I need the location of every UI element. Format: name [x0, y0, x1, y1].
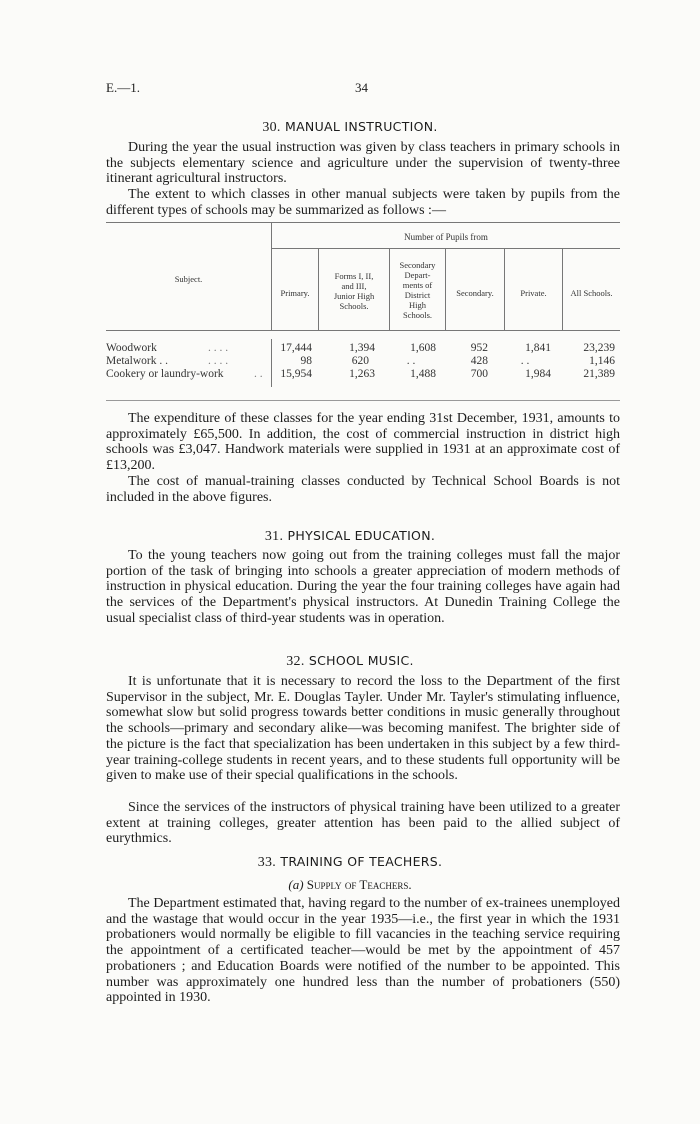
header-forms: Forms I, II, and III, Junior High Schools.	[333, 271, 375, 311]
table-row	[106, 342, 271, 354]
cell-forms: 1,394	[349, 342, 375, 354]
manual-subjects-table	[106, 222, 620, 402]
paragraph: Since the services of the instructors of physical training have been utilized to a greater extent at training colleges, greater attention has been paid to the allied subject of eurythmics.	[106, 800, 620, 847]
section-heading-music	[0, 653, 700, 670]
table-row	[106, 355, 271, 367]
leader-dots: . .	[254, 368, 263, 380]
header-secondary: Secondary.	[456, 288, 494, 298]
section-title: MANUAL INSTRUCTION.	[285, 119, 438, 134]
row-subject: Cookery or laundry-work	[106, 368, 224, 380]
leader-dots: . . . .	[208, 355, 229, 367]
section-number: 33.	[257, 855, 277, 870]
section-number: 31.	[264, 529, 284, 544]
cell-secondary: 428	[470, 355, 488, 367]
cell-all: 1,146	[589, 355, 615, 367]
header-subject: Subject.	[174, 274, 203, 284]
cell-forms: 620	[351, 355, 369, 367]
group-header-rule	[272, 248, 620, 249]
page-number: 34	[355, 80, 368, 95]
section-heading-physical	[0, 528, 700, 545]
cell-private: 1,841	[525, 342, 551, 354]
paragraph: The cost of manual-training classes conducted by Technical School Boards is not included in the above figures.	[106, 474, 620, 505]
paragraph: During the year the usual instruction was given by class teachers in primary schools in the subjects elementary science and agriculture under the supervision of twenty-three itinerant agricultural instructors.	[106, 140, 620, 187]
subsection-heading	[0, 877, 700, 893]
subsection-letter: (a)	[288, 877, 304, 892]
table-top-rule	[106, 222, 620, 223]
paragraph: The extent to which classes in other manual subjects were taken by pupils from the different types of schools may be summarized as follows :—	[106, 187, 620, 218]
row-subject: Metalwork . .	[106, 355, 168, 367]
cell-sec-dept: 1,608	[410, 342, 436, 354]
leader-dots: . . . .	[208, 342, 229, 354]
cell-forms: 1,263	[349, 368, 375, 380]
subsection-title: Supply of Teachers.	[306, 877, 412, 892]
report-code: E.—1.	[106, 80, 140, 95]
header-primary: Primary.	[280, 288, 310, 298]
group-header: Number of Pupils from	[404, 232, 488, 242]
section-number: 30.	[262, 120, 281, 135]
paragraph: It is unfortunate that it is necessary to record the loss to the Department of the first Supervisor in the subject, Mr. E. Douglas Tayler. Under Mr. Tayler's stimulating influence, somewhat slow but solid progress towards better conditions in music generally throughout the schools—primary and secondary alike—was becoming manifest. The brighter side of the picture is the fact that specialization has been undertaken in this subject by a few third-year training-college students in recent years, and to these students full opportunity will be given to make use of their special qualifications in the schools.	[106, 674, 620, 784]
cell-private: . .	[520, 355, 530, 367]
table-row	[106, 368, 271, 380]
paragraph: The expenditure of these classes for the year ending 31st December, 1931, amounts to approximately £65,500. In addition, the cost of commercial instruction in district high schools was £3,047. Handwork materials were supplied in 1931 at an approximate cost of £13,200.	[106, 411, 620, 474]
header-secondary-departments: Secondary Depart- ments of District High Schools.	[399, 260, 436, 320]
cell-secondary: 952	[470, 342, 488, 354]
table-bottom-rule	[106, 400, 620, 401]
section-title: PHYSICAL EDUCATION.	[287, 528, 436, 543]
cell-all: 23,239	[583, 342, 615, 354]
cell-sec-dept: . .	[406, 355, 416, 367]
paragraph: The Department estimated that, having regard to the number of ex-trainees unemployed and the wastage that would occur in the year 1935—i.e., the first year in which the 1931 probationers would normally be eligible to fill vacancies in the teaching service requiring the appointment of a certificated teacher—would be met by the appointment of 457 probationers ; and Education Boards were notified of the number to be appointed. This number was approximately one hundred less than the number of probationers (550) appointed in 1930.	[106, 896, 620, 1006]
section-heading-manual	[0, 119, 700, 136]
section-title: SCHOOL MUSIC.	[308, 653, 414, 668]
header-private: Private.	[520, 288, 547, 298]
header-all-schools: All Schools.	[570, 288, 613, 298]
section-title: TRAINING OF TEACHERS.	[280, 854, 443, 869]
cell-primary: 17,444	[280, 342, 312, 354]
cell-secondary: 700	[470, 368, 488, 380]
cell-sec-dept: 1,488	[410, 368, 436, 380]
cell-primary: 15,954	[280, 368, 312, 380]
section-number: 32.	[286, 654, 305, 669]
cell-primary: 98	[300, 355, 312, 367]
cell-all: 21,389	[583, 368, 615, 380]
header-bottom-rule	[106, 330, 620, 331]
cell-private: 1,984	[525, 368, 551, 380]
section-heading-training	[0, 854, 700, 871]
row-subject: Woodwork	[106, 342, 157, 354]
paragraph: To the young teachers now going out from the training colleges must fall the major portion of the task of bringing into schools a greater appreciation of modern methods of instruction in physical education. During the year the four training colleges have again had the services of the Department's physical instructors. At Dunedin Training College the usual specialist class of third-year students was in operation.	[106, 548, 620, 626]
